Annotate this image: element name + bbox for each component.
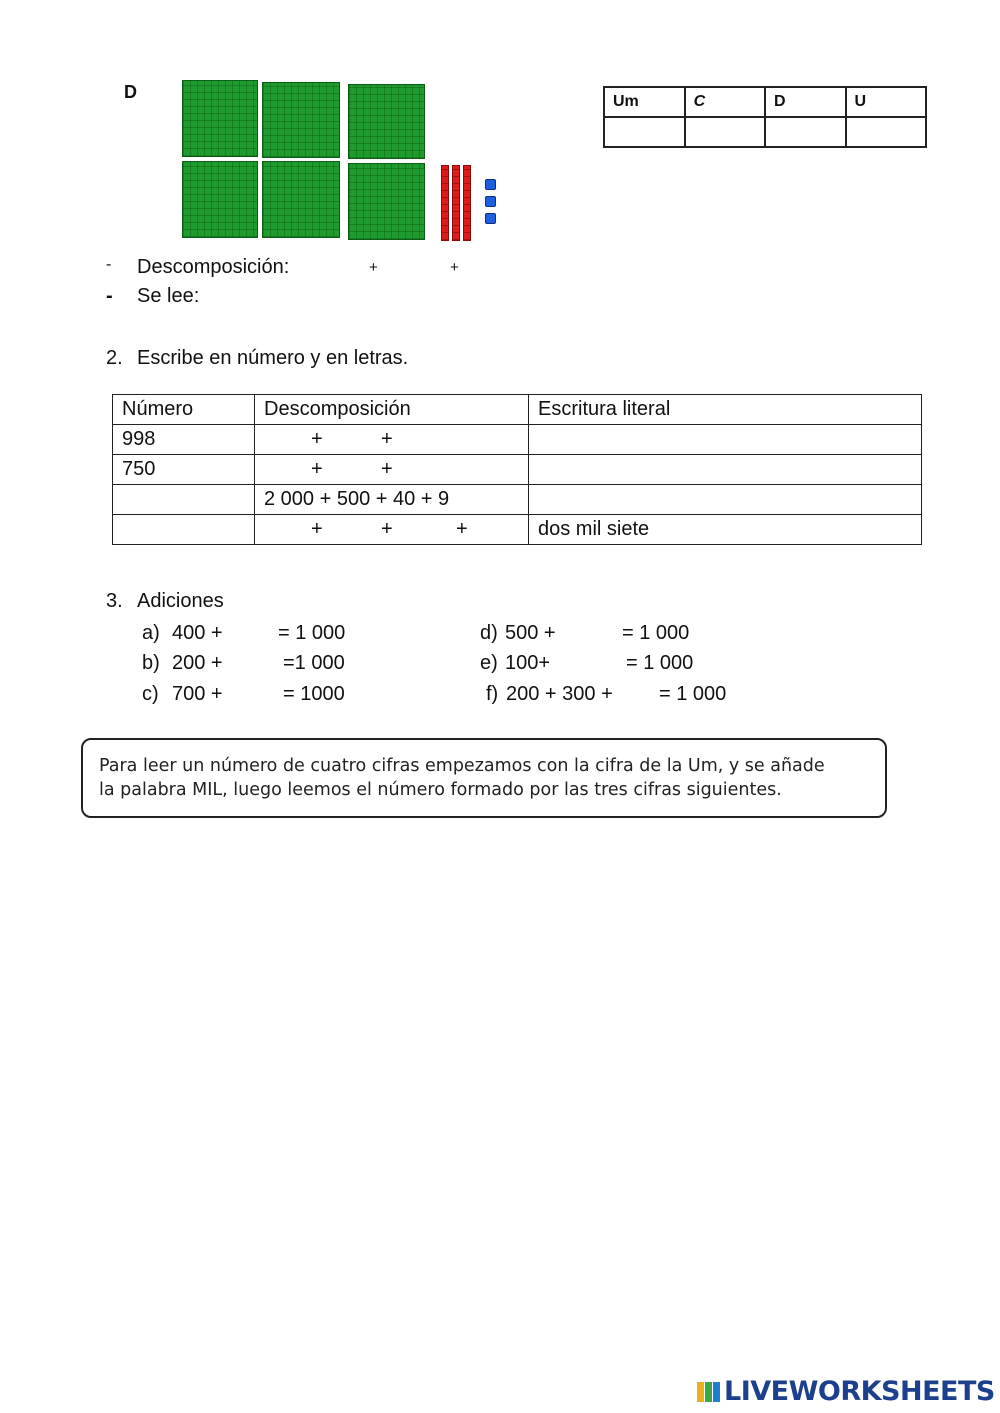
- place-value-table: [603, 86, 927, 148]
- item-letter: d): [480, 622, 498, 644]
- item-letter: a): [142, 622, 160, 644]
- item-letter: e): [480, 652, 498, 674]
- item-left: 700 +: [172, 683, 223, 705]
- item-right: = 1 000: [278, 622, 346, 644]
- table-row: [113, 485, 922, 515]
- header-numero: Número: [113, 395, 255, 425]
- thousand-block: [262, 161, 340, 238]
- thousand-block: [348, 84, 425, 159]
- plus-sign: +: [311, 428, 323, 450]
- cell-escritura[interactable]: [529, 485, 922, 515]
- exercise-3-number: 3.: [106, 590, 123, 612]
- cell-escritura[interactable]: [529, 425, 922, 455]
- item-left: 500 +: [505, 622, 556, 644]
- item-right: = 1 000: [659, 683, 727, 705]
- pv-header-c: C: [685, 87, 765, 117]
- table-row: [113, 455, 922, 485]
- unit-cube: [485, 196, 496, 207]
- block-label: D: [124, 82, 137, 102]
- cell-descomposicion: 2 000 + 500 + 40 + 9: [255, 485, 529, 515]
- bullet: -: [106, 256, 112, 273]
- item-right: = 1 000: [622, 622, 690, 644]
- plus-sign: +: [450, 259, 459, 276]
- unit-cube: [485, 213, 496, 224]
- item-left: 100+: [505, 652, 551, 674]
- header-escritura: Escritura literal: [529, 395, 922, 425]
- item-letter: c): [142, 683, 159, 705]
- header-descomposicion: Descomposición: [255, 395, 529, 425]
- note-line-2: la palabra MIL, luego leemos el número formado por las tres cifras siguientes.: [99, 780, 782, 800]
- writing-table: [112, 394, 922, 545]
- plus-sign: +: [381, 458, 393, 480]
- cell-descomposicion[interactable]: [255, 455, 529, 485]
- ten-rod: [452, 165, 460, 241]
- item-letter: f): [486, 683, 499, 705]
- cell-descomposicion[interactable]: [255, 425, 529, 455]
- item-left: 400 +: [172, 622, 223, 644]
- table-row: [113, 425, 922, 455]
- thousand-block: [182, 161, 258, 238]
- thousand-block: [348, 163, 425, 240]
- cell-numero[interactable]: [113, 485, 255, 515]
- exercise-2-number: 2.: [106, 347, 123, 369]
- item-right: = 1000: [283, 683, 345, 705]
- plus-sign: +: [456, 518, 468, 540]
- se-lee-label: Se lee:: [137, 285, 200, 307]
- item-letter: b): [142, 652, 160, 674]
- exercise-3-title: Adiciones: [137, 590, 224, 612]
- cell-descomposicion[interactable]: [255, 515, 529, 545]
- ten-rod: [441, 165, 449, 241]
- cell-numero: 998: [113, 425, 255, 455]
- item-right: = 1 000: [626, 652, 694, 674]
- liveworksheets-logo: LIVEWORKSHEETS: [724, 1376, 995, 1407]
- reading-rule-note: [81, 738, 887, 818]
- table-header-row: [113, 395, 922, 425]
- cell-numero[interactable]: [113, 515, 255, 545]
- plus-sign: +: [369, 259, 378, 276]
- note-line-1: Para leer un número de cuatro cifras empezamos con la cifra de la Um, y se añade: [99, 756, 825, 776]
- table-row: [113, 515, 922, 545]
- plus-sign: +: [311, 458, 323, 480]
- plus-sign: +: [311, 518, 323, 540]
- pv-answer-u[interactable]: [846, 117, 927, 147]
- item-left: 200 + 300 +: [506, 683, 613, 705]
- ten-rod: [463, 165, 471, 241]
- pv-header-u: U: [846, 87, 927, 117]
- item-left: 200 +: [172, 652, 223, 674]
- pv-header-um: Um: [604, 87, 685, 117]
- thousand-block: [262, 82, 340, 158]
- cell-escritura: dos mil siete: [529, 515, 922, 545]
- pv-answer-d[interactable]: [765, 117, 845, 147]
- pv-header-d: D: [765, 87, 845, 117]
- plus-sign: +: [381, 428, 393, 450]
- cell-numero: 750: [113, 455, 255, 485]
- bullet: -: [106, 285, 113, 307]
- plus-sign: +: [381, 518, 393, 540]
- descomposicion-label: Descomposición:: [137, 256, 290, 278]
- exercise-2-title: Escribe en número y en letras.: [137, 347, 409, 369]
- unit-cube: [485, 179, 496, 190]
- liveworksheets-logo-icon: [697, 1380, 721, 1404]
- pv-answer-um[interactable]: [604, 117, 685, 147]
- thousand-block: [182, 80, 258, 157]
- cell-escritura[interactable]: [529, 455, 922, 485]
- item-right: =1 000: [283, 652, 345, 674]
- pv-answer-c[interactable]: [685, 117, 765, 147]
